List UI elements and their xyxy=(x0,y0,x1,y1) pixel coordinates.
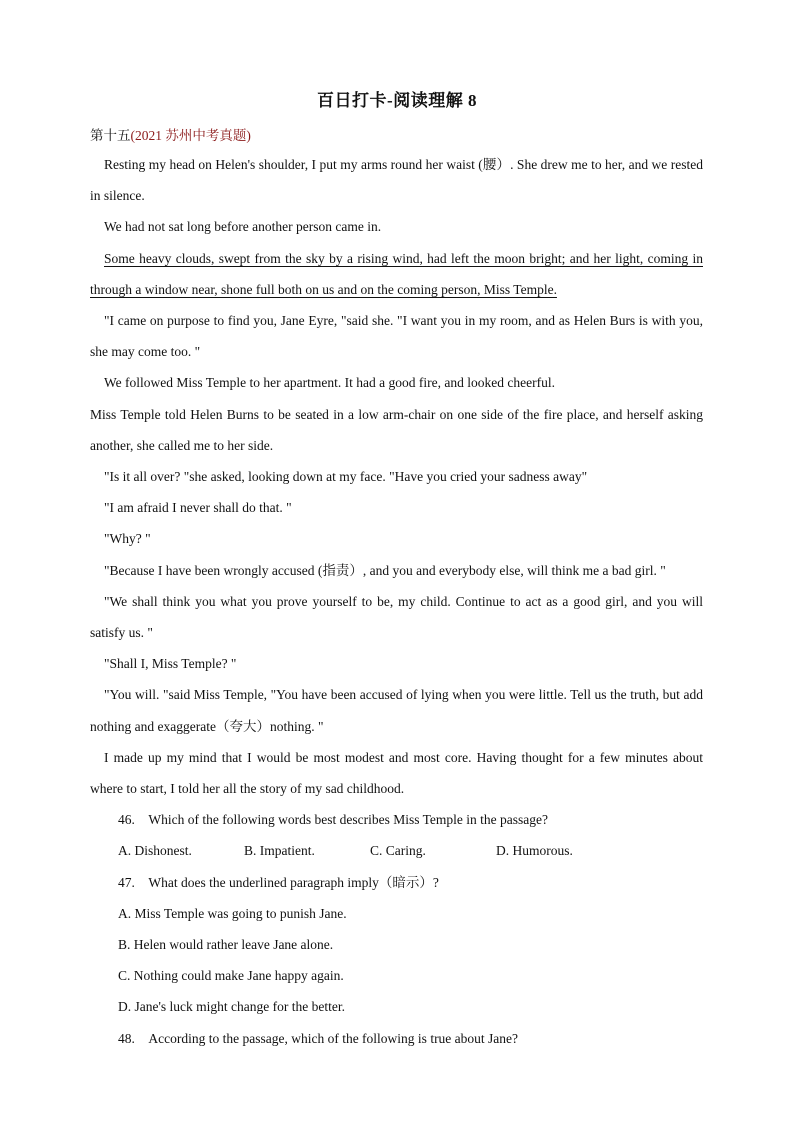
option-b: B. Helen would rather leave Jane alone. xyxy=(118,937,334,953)
paragraph: "We shall think you what you prove yourself to be, my child. Continue to act as a good girl, and you will satisfy us. " xyxy=(90,593,703,641)
section-number: 第十五 xyxy=(90,128,131,143)
option-b: B. Impatient. xyxy=(244,843,315,859)
question-number: 46. xyxy=(118,812,135,828)
paragraph: "Is it all over? "she asked, looking down at my face. "Have you cried your sadness away" xyxy=(104,469,588,485)
question-47 xyxy=(90,867,703,1023)
paragraph: We followed Miss Temple to her apartment. It had a good fire, and looked cheerful. xyxy=(104,375,555,391)
question-46 xyxy=(90,804,703,866)
option-c: C. Caring. xyxy=(370,843,426,859)
paragraph: Miss Temple told Helen Burns to be seated in a low arm-chair on one side of the fire place, and herself asking another, she called me to her side. xyxy=(90,406,703,453)
question-number: 48. xyxy=(118,1030,135,1046)
paragraph: We had not sat long before another person came in. xyxy=(104,219,382,235)
question-stem xyxy=(90,804,703,835)
option-d: D. Jane's luck might change for the better. xyxy=(118,999,345,1015)
paragraph: "Shall I, Miss Temple? " xyxy=(104,656,237,672)
paragraph: "Why? " xyxy=(104,531,151,547)
passage-body xyxy=(90,149,703,1054)
answer-options xyxy=(90,835,703,866)
option-a: A. Miss Temple was going to punish Jane. xyxy=(118,905,347,921)
question-number: 47. xyxy=(118,874,135,890)
section-source: (2021 苏州中考真题) xyxy=(130,128,251,143)
option-a: A. Dishonest. xyxy=(118,843,192,859)
question-text: Which of the following words best describes Miss Temple in the passage? xyxy=(148,812,548,828)
paragraph: Resting my head on Helen's shoulder, I put my arms round her waist (腰）. She drew me to her, and we rested in silence. xyxy=(90,157,703,204)
question-stem xyxy=(90,1023,703,1054)
question-48 xyxy=(90,1023,703,1054)
paragraph: "You will. "said Miss Temple, "You have been accused of lying when you were little. Tell us the truth, but add nothing and exaggerate（夸大）nothing. " xyxy=(90,687,703,734)
paragraph: "I came on purpose to find you, Jane Eyre, "said she. "I want you in my room, and as Helen Burs is with you, she may come too. " xyxy=(90,313,703,360)
question-stem xyxy=(90,867,703,898)
paragraph: "I am afraid I never shall do that. " xyxy=(104,500,292,516)
paragraph: "Because I have been wrongly accused (指责）, and you and everybody else, will think me a bad girl. " xyxy=(104,562,666,578)
underlined-paragraph: Some heavy clouds, swept from the sky by a rising wind, had left the moon bright; and her light, coming in through a window near, shone full both on us and on the coming person, Miss Temple. xyxy=(90,250,703,297)
question-text: What does the underlined paragraph imply（暗示）? xyxy=(148,874,439,890)
page-title: 百日打卡-阅读理解 8 xyxy=(317,91,477,110)
paragraph: I made up my mind that I would be most modest and most core. Having thought for a few minutes about where to start, I told her all the story of my sad childhood. xyxy=(90,749,703,797)
section-heading xyxy=(90,124,251,144)
option-d: D. Humorous. xyxy=(496,843,573,859)
question-text: According to the passage, which of the following is true about Jane? xyxy=(148,1030,519,1046)
option-c: C. Nothing could make Jane happy again. xyxy=(118,968,344,984)
